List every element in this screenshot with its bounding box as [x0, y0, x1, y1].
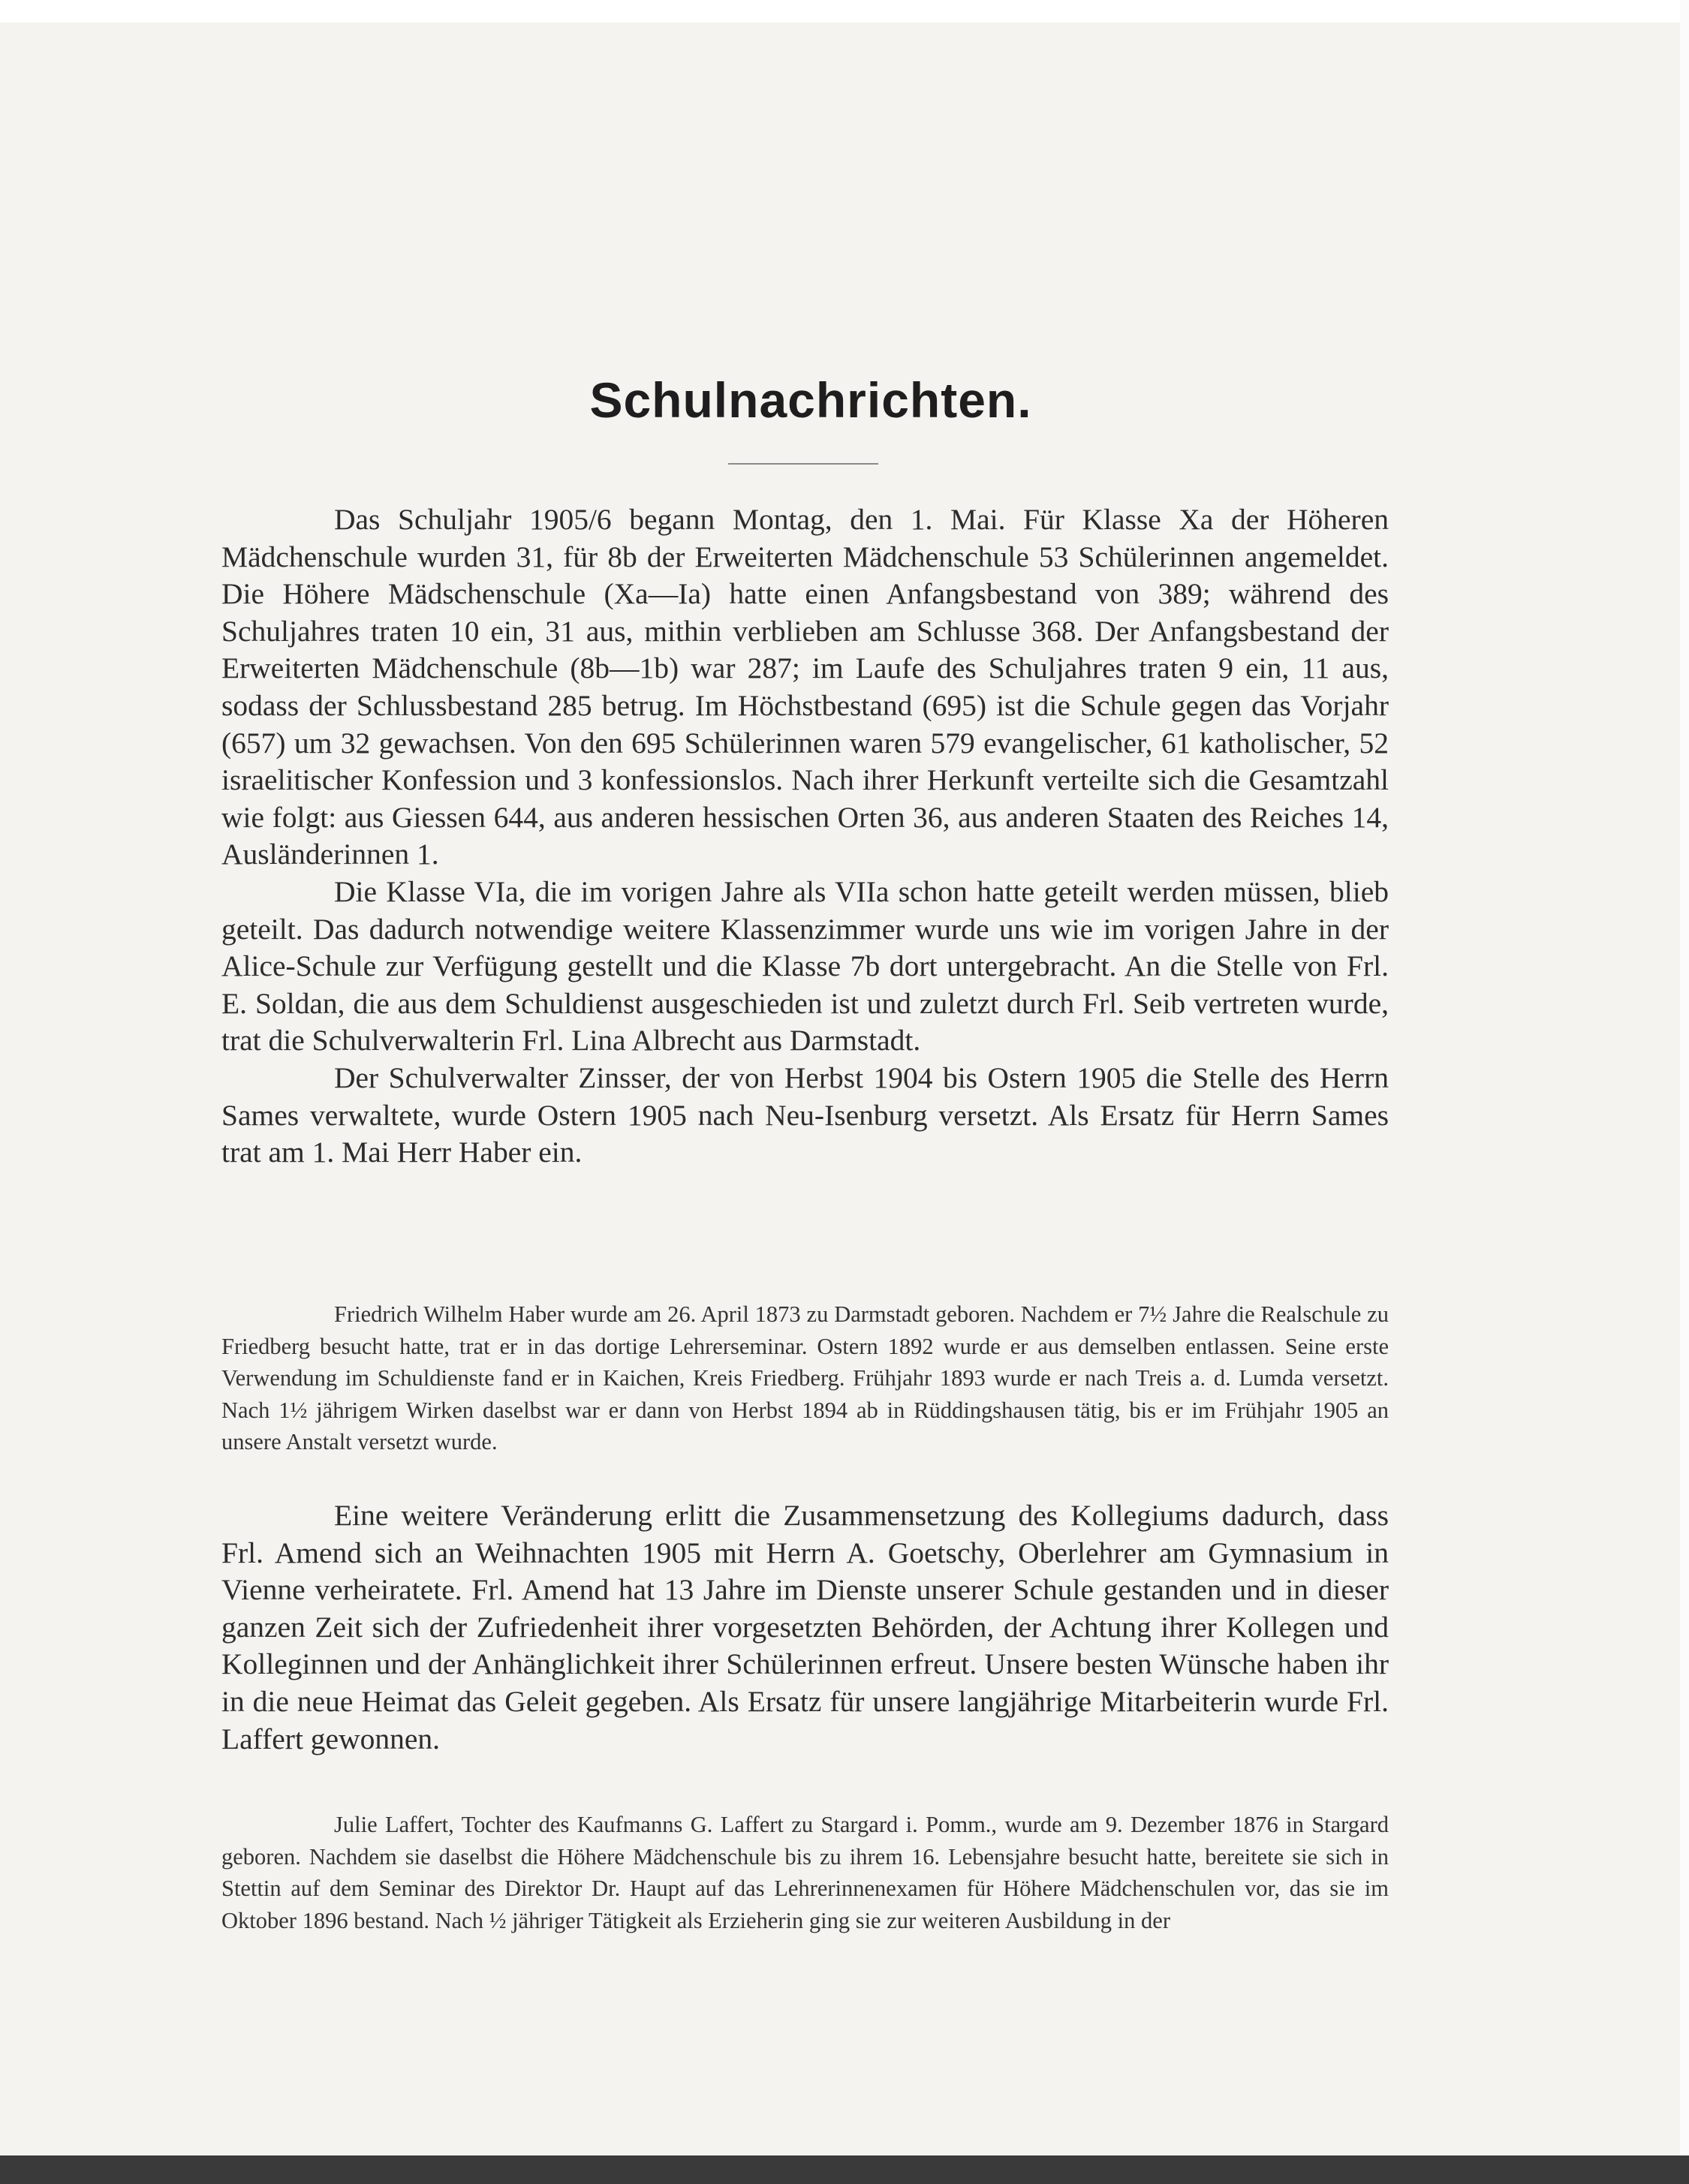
- paragraph-enrollment: Das Schuljahr 1905/6 begann Montag, den 1. Mai. Für Klasse Xa der Höheren Mädchenschule wurden 31, für 8b der Erweiterten Mädchenschule 53 Schülerinnen angemeldet. Die Höhere Mädschenschule (Xa—Ia) hatte einen Anfangsbestand von 389; während des Schuljahres traten 10 ein, 31 aus, mithin verblieben am Schlusse 368. Der Anfangsbestand der Erweiterten Mädchenschule (8b—1b) war 287; im Laufe des Schuljahres traten 9 ein, 11 aus, sodass der Schlussbestand 285 betrug. Im Höchstbestand (695) ist die Schule gegen das Vorjahr (657) um 32 gewachsen. Von den 695 Schülerinnen waren 579 evangelischer, 61 katholischer, 52 israelitischer Konfession und 3 konfessionslos. Nach ihrer Herkunft verteilte sich die Gesamtzahl wie folgt: aus Giessen 644, aus anderen hessischen Orten 36, aus anderen Staaten des Reiches 14, Ausländerinnen 1.: [221, 503, 1389, 871]
- paragraph-classes: Die Klasse VIa, die im vorigen Jahre als VIIa schon hatte geteilt werden müssen, blieb geteilt. Das dadurch notwendige weitere Klassenzimmer wurde uns wie im vorigen Jahre in der Alice-Schule zur Verfügung gestellt und die Klasse 7b dort untergebracht. An die Stelle von Frl. E. Soldan, die aus dem Schuldienst ausgeschieden ist und zuletzt durch Frl. Seib vertreten wurde, trat die Schulverwalterin Frl. Lina Albrecht aus Darmstadt.: [221, 874, 1389, 1057]
- paragraph-staff-change: Der Schulverwalter Zinsser, der von Herbst 1904 bis Ostern 1905 die Stelle des Herrn Sames verwaltete, wurde Ostern 1905 nach Neu-Isenburg versetzt. Als Ersatz für Herrn Sames trat am 1. Mai Herr Haber ein.: [221, 1060, 1389, 1169]
- note-laffert: Julie Laffert, Tochter des Kaufmanns G. Laffert zu Stargard i. Pomm., wurde am 9. Dezember 1876 in Stargard geboren. Nachdem sie daselbst die Höhere Mädchenschule bis zu ihrem 16. Lebensjahre besucht hatte, bereitete sie sich in Stettin auf dem Seminar des Direktor Dr. Haupt auf das Lehrerinnenexamen für Höhere Mädchenschulen vor, das sie im Oktober 1896 bestand. Nach ½ jähriger Tätigkeit als Erzieherin ging sie zur weiteren Ausbildung in der: [221, 1812, 1389, 1933]
- page-title: Schulnachrichten.: [589, 372, 1032, 428]
- paragraph-kollegium: Eine weitere Veränderung erlitt die Zusammensetzung des Kollegiums dadurch, dass Frl. Amend sich an Weihnachten 1905 mit Herrn A. Goetschy, Oberlehrer am Gymnasium in Vienne verheiratete. Frl. Amend hat 13 Jahre im Dienste unserer Schule gestanden und in dieser ganzen Zeit sich der Zufriedenheit ihrer vorgesetzten Behörden, der Achtung ihrer Kollegen und Kolleginnen und der Anhänglichkeit ihrer Schülerinnen erfreut. Unsere besten Wünsche haben ihr in die neue Heimat das Geleit gegeben. Als Ersatz für unsere langjährige Mitarbeiterin wurde Frl. Laffert gewonnen.: [221, 1499, 1389, 1755]
- page-right-margin: [1680, 0, 1689, 2184]
- note-haber: Friedrich Wilhelm Haber wurde am 26. April 1873 zu Darmstadt geboren. Nachdem er 7½ Jahre die Realschule zu Friedberg besucht hatte, trat er in das dortige Lehrerseminar. Ostern 1892 wurde er aus demselben entlassen. Seine erste Verwendung im Schuldienste fand er in Kaichen, Kreis Friedberg. Frühjahr 1893 wurde er nach Treis a. d. Lumda versetzt. Nach 1½ jährigem Wirken daselbst war er dann von Herbst 1894 ab in Rüddingshausen tätig, bis er im Frühjahr 1905 an unsere Anstalt versetzt wurde.: [221, 1301, 1389, 1454]
- body-block-main: [221, 501, 1389, 1172]
- biography-note-laffert: [221, 1809, 1389, 1936]
- biography-note-haber: [221, 1298, 1389, 1458]
- title-divider: [728, 463, 878, 465]
- body-block-kollegium: [221, 1497, 1389, 1758]
- scan-bottom-border: [0, 2155, 1689, 2184]
- page-top-margin: [0, 0, 1689, 23]
